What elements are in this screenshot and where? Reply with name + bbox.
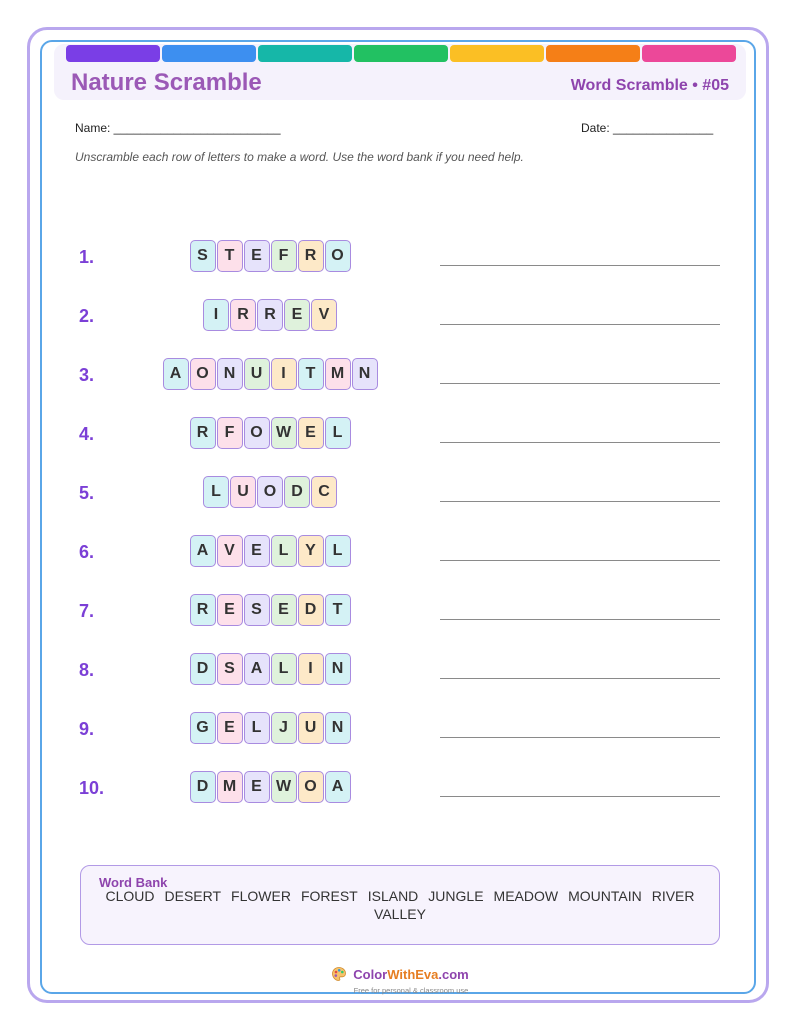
letter-tile: D [190, 771, 216, 803]
inner-frame [40, 40, 756, 994]
footer-tagline: Free for personal & classroom use [353, 986, 469, 995]
puzzle-row [0, 533, 800, 573]
word-bank-word: MEADOW [493, 888, 559, 904]
rainbow-segment [258, 45, 352, 62]
letter-tile: V [311, 299, 337, 331]
puzzle-number: 8. [79, 660, 95, 680]
letter-tile: J [271, 712, 297, 744]
puzzle-row [0, 415, 800, 455]
letter-tile: V [217, 535, 243, 567]
letter-tile: N [325, 653, 351, 685]
letter-tile: A [190, 535, 216, 567]
answer-line[interactable] [440, 501, 720, 502]
letter-tile: E [244, 535, 270, 567]
rainbow-segment [450, 45, 544, 62]
word-bank-word: CLOUD [105, 888, 155, 904]
word-bank-list [95, 887, 705, 923]
letter-tile: G [190, 712, 216, 744]
page-title: Nature Scramble [71, 69, 262, 96]
letter-tile: D [298, 594, 324, 626]
name-field: Name: _________________________ [75, 121, 281, 135]
word-bank-word: VALLEY [374, 906, 426, 922]
rainbow-bar [66, 45, 736, 62]
letter-tile: U [244, 358, 270, 390]
letter-tile: A [244, 653, 270, 685]
letter-tiles [0, 771, 540, 803]
letter-tile: E [244, 771, 270, 803]
puzzle-number: 4. [79, 424, 95, 444]
letter-tiles [0, 417, 540, 449]
letter-tile: U [230, 476, 256, 508]
puzzle-row [0, 592, 800, 632]
puzzle-number: 1. [79, 247, 95, 267]
letter-tile: D [284, 476, 310, 508]
letter-tile: N [352, 358, 378, 390]
puzzle-row [0, 356, 800, 396]
letter-tiles [0, 299, 540, 331]
letter-tile: R [257, 299, 283, 331]
puzzle-number: 9. [79, 719, 95, 739]
letter-tile: O [244, 417, 270, 449]
letter-tile: I [298, 653, 324, 685]
answer-line[interactable] [440, 560, 720, 561]
brand-dotcom: .com [438, 966, 469, 982]
answer-line[interactable] [440, 737, 720, 738]
letter-tile: N [217, 358, 243, 390]
letter-tile: S [244, 594, 270, 626]
answer-line[interactable] [440, 383, 720, 384]
letter-tiles [0, 594, 540, 626]
word-bank-word: MOUNTAIN [568, 888, 642, 904]
letter-tile: T [217, 240, 243, 272]
puzzle-number: 5. [79, 483, 95, 503]
brand-witheva: WithEva [387, 966, 439, 982]
letter-tile: A [163, 358, 189, 390]
word-bank [80, 865, 720, 945]
puzzle-row [0, 238, 800, 278]
letter-tile: R [298, 240, 324, 272]
letter-tile: E [298, 417, 324, 449]
letter-tile: R [190, 594, 216, 626]
letter-tile: L [271, 653, 297, 685]
letter-tile: F [217, 417, 243, 449]
letter-tile: C [311, 476, 337, 508]
letter-tile: E [217, 594, 243, 626]
puzzle-number: 10. [79, 778, 105, 798]
letter-tiles [0, 240, 540, 272]
answer-line[interactable] [440, 324, 720, 325]
letter-tile: O [298, 771, 324, 803]
letter-tile: L [203, 476, 229, 508]
letter-tile: M [217, 771, 243, 803]
letter-tile: L [325, 417, 351, 449]
letter-tile: O [325, 240, 351, 272]
puzzle-row [0, 474, 800, 514]
letter-tile: S [217, 653, 243, 685]
puzzle-row [0, 297, 800, 337]
letter-tile: L [271, 535, 297, 567]
letter-tile: W [271, 771, 297, 803]
letter-tiles [0, 535, 540, 567]
rainbow-segment [354, 45, 448, 62]
word-bank-word: FLOWER [231, 888, 291, 904]
word-bank-title: Word Bank [99, 875, 168, 890]
puzzle-number: 3. [79, 365, 95, 385]
puzzle-row [0, 769, 800, 809]
instructions: Unscramble each row of letters to make a word. Use the word bank if you need help. [75, 150, 524, 164]
letter-tile: S [190, 240, 216, 272]
word-bank-word: FOREST [300, 888, 358, 904]
letter-tile: O [190, 358, 216, 390]
puzzle-number: 2. [79, 306, 95, 326]
answer-line[interactable] [440, 619, 720, 620]
rainbow-segment [546, 45, 640, 62]
letter-tiles [0, 476, 540, 508]
word-bank-word: DESERT [164, 888, 222, 904]
letter-tile: F [271, 240, 297, 272]
answer-line[interactable] [440, 265, 720, 266]
letter-tile: M [325, 358, 351, 390]
letter-tile: E [284, 299, 310, 331]
puzzle-row [0, 710, 800, 750]
worksheet-id: Word Scramble • #05 [570, 77, 729, 94]
puzzle-row [0, 651, 800, 691]
letter-tile: E [217, 712, 243, 744]
date-field: Date: _______________ [581, 121, 714, 135]
letter-tile: L [244, 712, 270, 744]
letter-tile: O [257, 476, 283, 508]
rainbow-segment [66, 45, 160, 62]
word-bank-word: RIVER [651, 888, 695, 904]
letter-tile: D [190, 653, 216, 685]
letter-tile: E [271, 594, 297, 626]
letter-tile: A [325, 771, 351, 803]
puzzle-number: 7. [79, 601, 95, 621]
footer [0, 966, 800, 995]
letter-tile: L [325, 535, 351, 567]
letter-tile: I [271, 358, 297, 390]
rainbow-segment [642, 45, 736, 62]
letter-tile: N [325, 712, 351, 744]
rainbow-segment [162, 45, 256, 62]
answer-line[interactable] [440, 796, 720, 797]
answer-line[interactable] [440, 442, 720, 443]
brand-color: Color [353, 966, 388, 982]
palette-icon [331, 966, 347, 982]
letter-tile: T [325, 594, 351, 626]
letter-tile: T [298, 358, 324, 390]
letter-tile: E [244, 240, 270, 272]
letter-tile: R [190, 417, 216, 449]
letter-tiles [0, 358, 540, 390]
letter-tiles [0, 712, 540, 744]
letter-tile: I [203, 299, 229, 331]
letter-tile: Y [298, 535, 324, 567]
letter-tile: U [298, 712, 324, 744]
answer-line[interactable] [440, 678, 720, 679]
letter-tile: W [271, 417, 297, 449]
letter-tile: R [230, 299, 256, 331]
footer-brand [331, 966, 468, 982]
letter-tiles [0, 653, 540, 685]
puzzle-number: 6. [79, 542, 95, 562]
word-bank-word: JUNGLE [428, 888, 484, 904]
word-bank-word: ISLAND [367, 888, 419, 904]
